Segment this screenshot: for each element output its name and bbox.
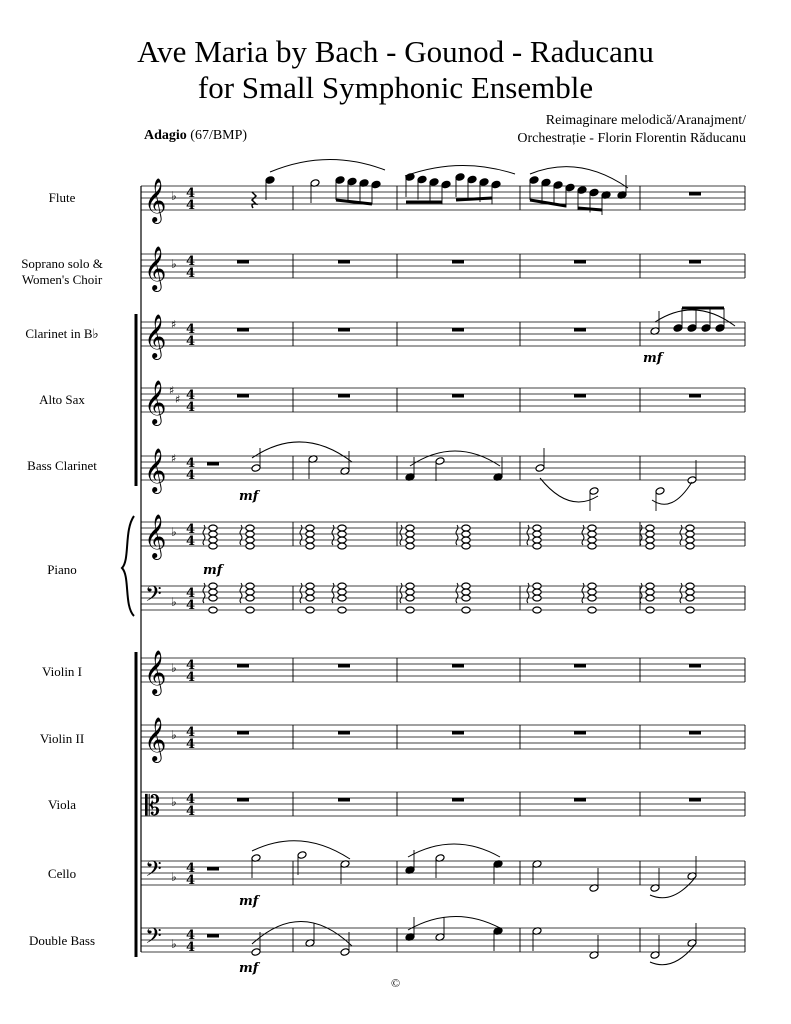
quarter-rest-icon: [252, 192, 256, 208]
beam: [530, 200, 566, 206]
note-head: [589, 487, 599, 496]
whole-rest: [689, 664, 701, 668]
chord-note-head: [588, 543, 596, 549]
chord-note-head: [338, 583, 346, 589]
phrase-slur: [540, 478, 598, 502]
chord-note-head: [533, 543, 541, 549]
bass-clef-icon: 𝄢: [145, 924, 162, 954]
chord-note-head: [209, 525, 217, 531]
chord-note-head: [462, 583, 470, 589]
chord-note-head: [306, 595, 314, 601]
chord-note-head: [533, 531, 541, 537]
whole-rest: [237, 260, 249, 264]
chord-note-head: [646, 543, 654, 549]
time-signature-bottom: 4: [186, 198, 196, 213]
whole-rest: [237, 328, 249, 332]
chord-note-head: [646, 595, 654, 601]
whole-rest: [452, 260, 464, 264]
chord-note-head: [338, 589, 346, 595]
whole-rest: [689, 798, 701, 802]
whole-rest: [452, 394, 464, 398]
note-head: [673, 324, 683, 333]
whole-rest: [452, 664, 464, 668]
chord-note-head: [686, 531, 694, 537]
instrument-label-viola: Viola: [47, 797, 77, 812]
note-head: [441, 180, 451, 189]
chord-note-head: [533, 583, 541, 589]
note-head: [565, 183, 575, 192]
note-head: [589, 188, 599, 197]
note-head: [577, 186, 587, 195]
whole-rest: [452, 328, 464, 332]
note-head: [417, 175, 427, 184]
whole-rest: [207, 867, 219, 871]
key-signature-flat: ♭: [171, 661, 177, 675]
instrument-label-alto-sax: Alto Sax: [39, 392, 85, 407]
key-signature-sharp: ♯: [175, 393, 181, 406]
whole-rest: [207, 462, 219, 466]
score-title: Ave Maria by Bach - Gounod - Raducanu: [137, 34, 654, 69]
note-head: [655, 487, 665, 496]
chord-note-head: [209, 583, 217, 589]
note-head: [297, 851, 307, 860]
treble-clef-icon: 𝄞: [144, 314, 167, 358]
chord-note-head: [338, 595, 346, 601]
time-signature-bottom: 4: [186, 266, 196, 281]
whole-rest: [689, 192, 701, 196]
dynamic-mf: mf: [239, 489, 259, 504]
chord-note-head: [246, 543, 254, 549]
dynamic-mf: mf: [239, 961, 259, 976]
time-signature-bottom: 4: [186, 468, 196, 483]
time-signature-top: 4: [186, 186, 196, 201]
note-head: [687, 476, 697, 485]
note-head: [553, 181, 563, 190]
chord-note-head: [246, 537, 254, 543]
whole-rest: [574, 798, 586, 802]
chord-note-head: [406, 531, 414, 537]
key-signature-flat: ♭: [171, 937, 177, 951]
time-signature-bottom: 4: [186, 940, 196, 955]
chord-note-head: [588, 537, 596, 543]
note-head: [715, 324, 725, 333]
whole-rest: [574, 394, 586, 398]
key-signature-flat: ♭: [171, 795, 177, 809]
whole-rest: [574, 664, 586, 668]
instrument-label-piano: Piano: [47, 562, 77, 577]
chord-note-head: [462, 589, 470, 595]
time-signature-top: 4: [186, 254, 196, 269]
whole-rest: [237, 798, 249, 802]
chord-note-head: [246, 607, 254, 613]
time-signature-bottom: 4: [186, 873, 196, 888]
phrase-slur: [410, 451, 500, 466]
time-signature-top: 4: [186, 322, 196, 337]
note-head: [687, 324, 697, 333]
tempo-bpm: (67/BMP): [190, 128, 248, 143]
dynamic-mf: mf: [643, 351, 663, 366]
chord-note-head: [306, 589, 314, 595]
key-signature-flat: ♭: [171, 870, 177, 884]
whole-rest: [338, 394, 350, 398]
time-signature-bottom: 4: [186, 670, 196, 685]
phrase-slur: [270, 159, 385, 172]
whole-rest: [574, 260, 586, 264]
phrase-slur: [408, 844, 500, 857]
chord-note-head: [462, 543, 470, 549]
whole-rest: [338, 664, 350, 668]
instrument-label-cello: Cello: [47, 866, 77, 881]
whole-rest: [452, 798, 464, 802]
whole-rest: [237, 731, 249, 735]
copyright-mark: ©: [390, 976, 401, 990]
note-head: [251, 948, 261, 957]
whole-rest: [338, 731, 350, 735]
time-signature-top: 4: [186, 388, 196, 403]
treble-clef-icon: 𝄞: [144, 380, 167, 424]
note-head: [701, 324, 711, 333]
note-head: [529, 176, 539, 185]
time-signature-bottom: 4: [186, 737, 196, 752]
chord-note-head: [533, 607, 541, 613]
key-signature-flat: ♭: [171, 595, 177, 609]
note-head: [455, 173, 465, 182]
key-signature-sharp: ♯: [171, 318, 177, 331]
time-signature-top: 4: [186, 522, 196, 537]
chord-note-head: [406, 525, 414, 531]
time-signature-top: 4: [186, 658, 196, 673]
chord-note-head: [462, 531, 470, 537]
phrase-slur: [252, 442, 352, 462]
chord-note-head: [306, 531, 314, 537]
chord-note-head: [588, 531, 596, 537]
chord-note-head: [306, 607, 314, 613]
tempo-word: Adagio: [144, 128, 187, 143]
chord-note-head: [406, 537, 414, 543]
chord-note-head: [246, 525, 254, 531]
treble-clef-icon: 𝄞: [144, 650, 167, 694]
time-signature-top: 4: [186, 928, 196, 943]
chord-note-head: [306, 543, 314, 549]
time-signature-bottom: 4: [186, 598, 196, 613]
note-head: [479, 178, 489, 187]
instrument-label-violin-2: Violin II: [39, 731, 85, 746]
note-head: [265, 176, 275, 185]
chord-note-head: [338, 543, 346, 549]
time-signature-bottom: 4: [186, 400, 196, 415]
chord-note-head: [306, 537, 314, 543]
chord-note-head: [246, 595, 254, 601]
chord-note-head: [646, 531, 654, 537]
chord-note-head: [686, 583, 694, 589]
alto-clef-icon: 𝄡: [145, 791, 161, 822]
whole-rest: [338, 260, 350, 264]
chord-note-head: [209, 607, 217, 613]
whole-rest: [237, 394, 249, 398]
credit-line-2: Orchestrație - Florin Florentin Răducanu: [517, 131, 746, 146]
chord-note-head: [588, 583, 596, 589]
chord-note-head: [533, 595, 541, 601]
instrument-label-soprano-line1: Soprano solo &: [21, 256, 103, 271]
time-signature-top: 4: [186, 792, 196, 807]
chord-note-head: [686, 589, 694, 595]
chord-note-head: [338, 537, 346, 543]
dynamic-mf: mf: [203, 563, 223, 578]
chord-note-head: [246, 583, 254, 589]
key-signature-flat: ♭: [171, 189, 177, 203]
bass-clef-icon: 𝄢: [145, 857, 162, 887]
note-head: [340, 948, 350, 957]
chord-note-head: [209, 531, 217, 537]
treble-clef-icon: 𝄞: [144, 246, 167, 290]
chord-note-head: [209, 595, 217, 601]
whole-rest: [452, 731, 464, 735]
chord-note-head: [406, 543, 414, 549]
chord-note-head: [406, 589, 414, 595]
treble-clef-icon: 𝄞: [144, 717, 167, 761]
chord-note-head: [686, 543, 694, 549]
chord-note-head: [588, 595, 596, 601]
time-signature-top: 4: [186, 456, 196, 471]
chord-note-head: [246, 589, 254, 595]
chord-note-head: [686, 537, 694, 543]
note-head: [467, 175, 477, 184]
note-head: [429, 178, 439, 187]
score-subtitle: for Small Symphonic Ensemble: [197, 70, 594, 105]
chord-note-head: [533, 525, 541, 531]
beam: [336, 200, 372, 204]
chord-note-head: [306, 525, 314, 531]
note-head: [435, 457, 445, 466]
chord-note-head: [338, 525, 346, 531]
chord-note-head: [209, 537, 217, 543]
chord-note-head: [646, 589, 654, 595]
chord-note-head: [406, 607, 414, 613]
instrument-label-violin-1: Violin I: [41, 664, 83, 679]
chord-note-head: [406, 583, 414, 589]
note-head: [535, 464, 545, 473]
time-signature-bottom: 4: [186, 334, 196, 349]
treble-clef-icon: 𝄞: [144, 514, 167, 558]
instrument-label-soprano-line2: Women's Choir: [21, 272, 103, 287]
chord-note-head: [462, 537, 470, 543]
instrument-label-double-bass: Double Bass: [28, 933, 96, 948]
instrument-label-clarinet: Clarinet in B♭: [25, 326, 99, 341]
whole-rest: [574, 328, 586, 332]
note-head: [347, 177, 357, 186]
chord-note-head: [588, 525, 596, 531]
chord-note-head: [686, 595, 694, 601]
chord-note-head: [533, 589, 541, 595]
chord-note-head: [588, 607, 596, 613]
time-signature-bottom: 4: [186, 534, 196, 549]
chord-note-head: [686, 525, 694, 531]
whole-rest: [338, 798, 350, 802]
time-signature-top: 4: [186, 725, 196, 740]
dynamic-mf: mf: [239, 894, 259, 909]
beam: [456, 198, 492, 200]
chord-note-head: [646, 525, 654, 531]
chord-note-head: [462, 525, 470, 531]
bass-clef-icon: 𝄢: [145, 582, 162, 612]
phrase-slur: [655, 310, 735, 326]
time-signature-bottom: 4: [186, 804, 196, 819]
instrument-label-flute: Flute: [48, 190, 76, 205]
chord-note-head: [686, 607, 694, 613]
whole-rest: [338, 328, 350, 332]
whole-rest: [207, 934, 219, 938]
whole-rest: [689, 260, 701, 264]
chord-note-head: [209, 543, 217, 549]
chord-note-head: [338, 607, 346, 613]
whole-rest: [574, 731, 586, 735]
chord-note-head: [646, 537, 654, 543]
whole-rest: [689, 394, 701, 398]
note-head: [335, 176, 345, 185]
credit-line-1: Reimaginare melodică/Aranajment/: [545, 113, 746, 128]
whole-rest: [237, 664, 249, 668]
chord-note-head: [646, 607, 654, 613]
key-signature-sharp: ♯: [169, 384, 175, 397]
treble-clef-icon: 𝄞: [144, 448, 167, 492]
note-head: [491, 180, 501, 189]
note-head: [251, 464, 261, 473]
treble-clef-icon: 𝄞: [144, 178, 167, 222]
time-signature-top: 4: [186, 586, 196, 601]
chord-note-head: [462, 607, 470, 613]
whole-rest: [689, 731, 701, 735]
instrument-label-bass-clarinet: Bass Clarinet: [27, 458, 97, 473]
chord-note-head: [209, 589, 217, 595]
piano-brace-icon: [122, 516, 134, 616]
key-signature-flat: ♭: [171, 525, 177, 539]
note-head: [371, 180, 381, 189]
chord-note-head: [462, 595, 470, 601]
chord-note-head: [646, 583, 654, 589]
time-signature-top: 4: [186, 861, 196, 876]
chord-note-head: [588, 589, 596, 595]
chord-note-head: [306, 583, 314, 589]
chord-note-head: [246, 531, 254, 537]
beam: [578, 208, 602, 210]
key-signature-sharp: ♯: [171, 452, 177, 465]
note-head: [541, 178, 551, 187]
chord-note-head: [338, 531, 346, 537]
chord-note-head: [533, 537, 541, 543]
key-signature-flat: ♭: [171, 257, 177, 271]
chord-note-head: [406, 595, 414, 601]
key-signature-flat: ♭: [171, 728, 177, 742]
